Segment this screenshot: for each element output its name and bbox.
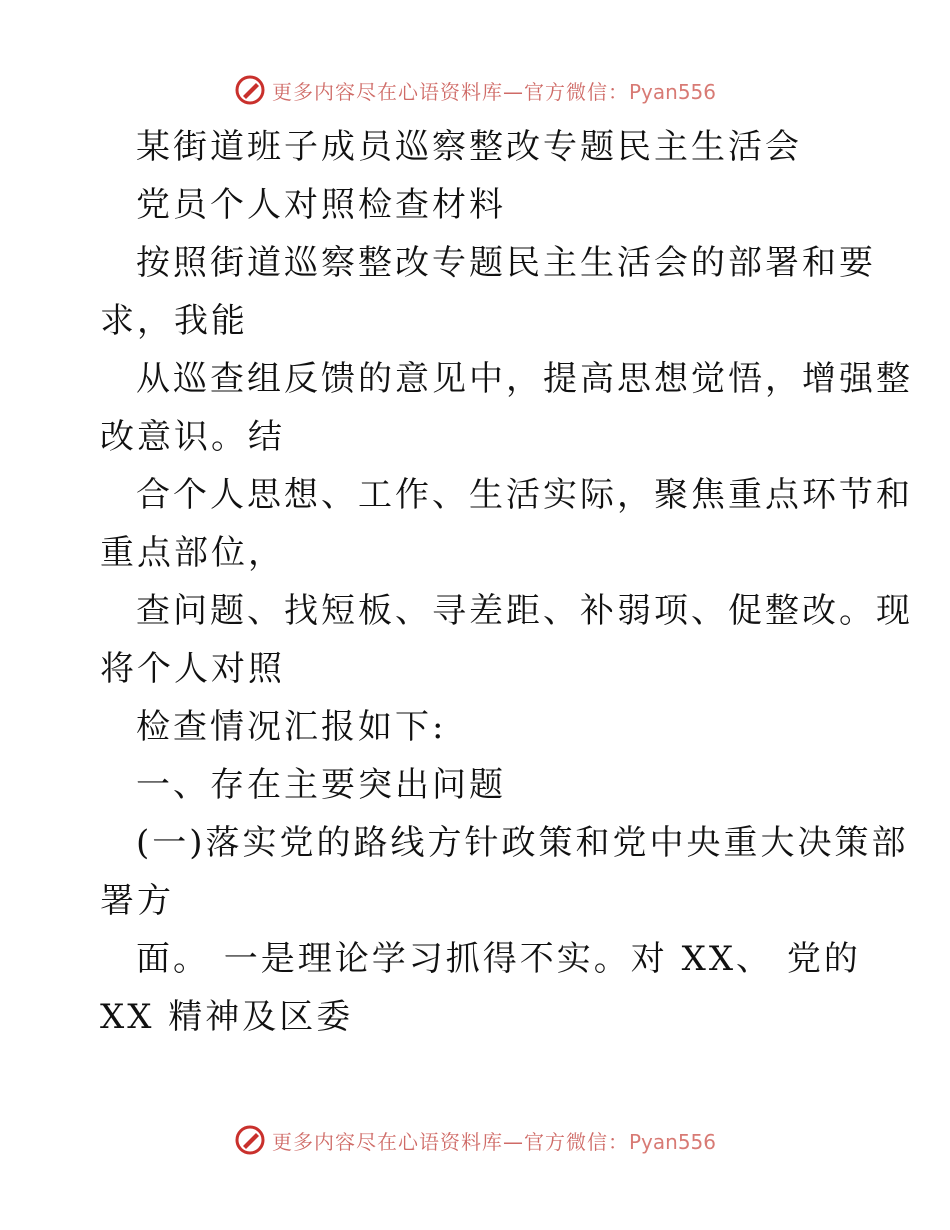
doc-line: 查问题、找短板、寻差距、补弱项、促整改。现 — [136, 591, 913, 631]
doc-line: 重点部位， — [100, 533, 285, 573]
doc-line: 按照街道巡察整改专题民主生活会的部署和要 — [136, 243, 876, 283]
doc-line: 面。 一是理论学习抓得不实。对 XX、 党的 — [136, 939, 861, 979]
watermark-footer — [0, 1120, 950, 1160]
doc-line: 求，我能 — [100, 301, 248, 341]
watermark-text: 更多内容尽在心语资料库—官方微信：Pyan556 — [271, 1129, 716, 1154]
doc-line: 改意识。结 — [100, 417, 285, 457]
library-logo-icon — [234, 74, 266, 106]
doc-line: 党员个人对照检查材料 — [136, 185, 506, 225]
doc-line: 合个人思想、工作、生活实际，聚焦重点环节和 — [136, 475, 913, 515]
doc-line: XX 精神及区委 — [100, 997, 354, 1037]
doc-line: 检查情况汇报如下: — [136, 707, 447, 747]
doc-line: 某街道班子成员巡察整改专题民主生活会 — [136, 127, 802, 167]
section-heading: 一、存在主要突出问题 — [136, 765, 506, 805]
doc-line: 将个人对照 — [100, 649, 285, 689]
subsection-heading: (一)落实党的路线方针政策和党中央重大决策部 — [136, 823, 909, 863]
watermark-text: 更多内容尽在心语资料库—官方微信：Pyan556 — [271, 79, 716, 104]
library-logo-icon — [234, 1124, 266, 1156]
watermark-header — [0, 70, 950, 110]
doc-line: 从巡查组反馈的意见中，提高思想觉悟，增强整 — [136, 359, 913, 399]
document-body — [100, 118, 913, 1046]
doc-line: 署方 — [100, 881, 174, 921]
